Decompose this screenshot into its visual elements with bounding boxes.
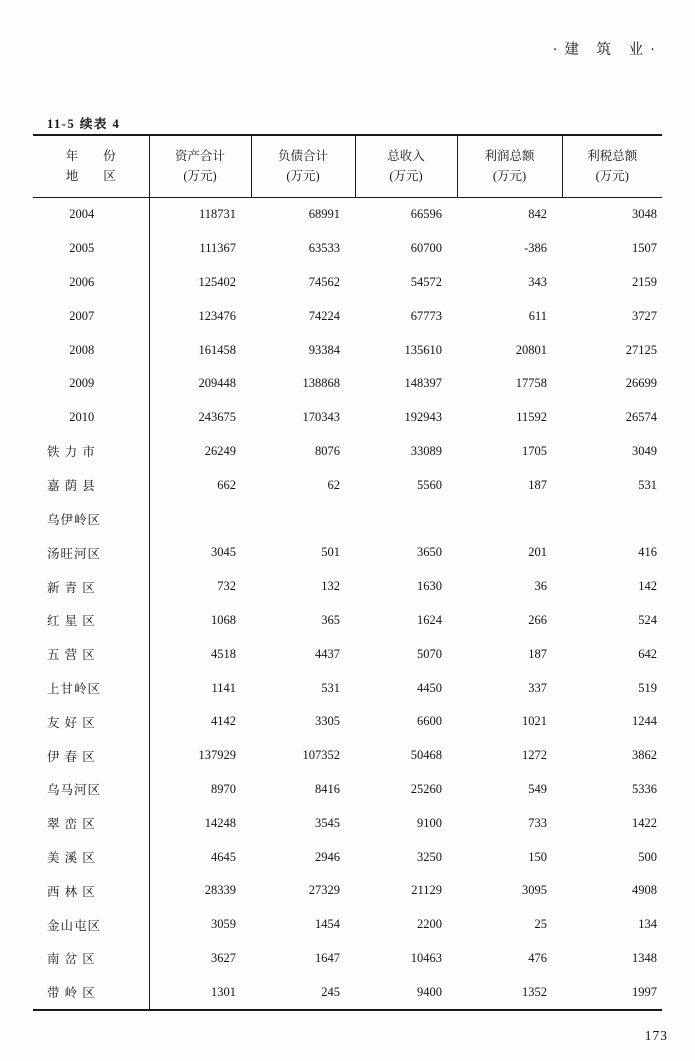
row-label: 新 青 区 (33, 570, 149, 604)
row-label: 2005 (33, 232, 149, 266)
row-label: 翠 峦 区 (33, 806, 149, 840)
column-header-unit: (万元) (183, 168, 217, 183)
row-label: 嘉 荫 县 (33, 468, 149, 502)
cell-value: 3095 (522, 883, 547, 898)
cell-value: 27329 (308, 883, 340, 898)
row-label: 五 营 区 (33, 637, 149, 671)
cell-value: 2159 (632, 274, 657, 289)
row-label: 友 好 区 (33, 705, 149, 739)
cell-value: 10463 (410, 950, 442, 965)
cell-value: 3048 (632, 207, 657, 222)
table-row (33, 401, 662, 435)
cell-value: 148397 (404, 376, 442, 391)
cell-value: 8076 (315, 443, 340, 458)
cell-value: 187 (528, 646, 547, 661)
cell-value: 4908 (632, 883, 657, 898)
table-row (33, 299, 662, 333)
cell-value: 201 (528, 545, 547, 560)
cell-value: 416 (638, 545, 657, 560)
header-row (33, 135, 662, 198)
cell-value: 662 (217, 477, 236, 492)
cell-value: 5070 (417, 646, 442, 661)
cell-value: 54572 (410, 274, 442, 289)
cell-value: 17758 (515, 376, 547, 391)
cell-value: 8970 (211, 781, 236, 796)
cell-value: 67773 (410, 308, 442, 323)
cell-value: 63533 (308, 241, 340, 256)
cell-value: 36 (534, 579, 547, 594)
cell-value: 209448 (198, 376, 236, 391)
cell-value: 365 (321, 612, 340, 627)
cell-value: 26699 (625, 376, 657, 391)
cell-value: 2946 (315, 849, 340, 864)
cell-value: 187 (528, 477, 547, 492)
cell-value: 1624 (417, 612, 442, 627)
cell-value: 531 (321, 680, 340, 695)
cell-value: 68991 (308, 207, 340, 222)
cell-value: 1244 (632, 714, 657, 729)
table-row (33, 975, 662, 1010)
table-row (33, 840, 662, 874)
cell-value: 733 (528, 815, 547, 830)
cell-value: 74224 (308, 308, 340, 323)
cell-value: 1021 (522, 714, 547, 729)
cell-value: 3250 (417, 849, 442, 864)
column-header-unit: (万元) (389, 168, 423, 183)
cell-value: 142 (638, 579, 657, 594)
cell-value: 3305 (315, 714, 340, 729)
cell-value: 3545 (315, 815, 340, 830)
cell-value: 1997 (562, 975, 662, 1010)
column-header (149, 135, 251, 198)
cell-value: 3627 (211, 950, 236, 965)
cell-value: 137929 (198, 748, 236, 763)
header-year-label: 年 份 (65, 149, 116, 164)
cell-value: 1647 (315, 950, 340, 965)
table-row (33, 435, 662, 469)
table-row (33, 739, 662, 773)
table-row (33, 773, 662, 807)
cell-value: 11592 (516, 410, 547, 425)
cell-value: 266 (528, 612, 547, 627)
cell-value: 842 (528, 207, 547, 222)
row-label: 铁 力 市 (33, 435, 149, 469)
cell-value: 66596 (410, 207, 442, 222)
cell-value: 4437 (315, 646, 340, 661)
cell-value: 243675 (198, 410, 236, 425)
cell-value: 3650 (417, 545, 442, 560)
cell-value: 1301 (149, 975, 251, 1010)
cell-value: 501 (321, 545, 340, 560)
cell-value: 20801 (515, 342, 547, 357)
cell-value: 60700 (410, 241, 442, 256)
cell-value: 1272 (522, 748, 547, 763)
column-header-title: 利税总额 (587, 149, 638, 164)
column-header-unit: (万元) (492, 168, 527, 183)
row-label: 美 溪 区 (33, 840, 149, 874)
row-label: 2004 (33, 198, 149, 232)
row-label: 金山屯区 (33, 908, 149, 942)
cell-value: 476 (528, 950, 547, 965)
row-label: 乌马河区 (33, 773, 149, 807)
cell-value: 118731 (198, 207, 236, 222)
table-row (33, 232, 662, 266)
cell-value: 1348 (632, 950, 657, 965)
cell-value (562, 502, 662, 536)
cell-value: 245 (251, 975, 355, 1010)
row-label: 乌伊岭区 (33, 502, 149, 536)
table-row (33, 367, 662, 401)
cell-value: 125402 (198, 274, 236, 289)
column-header-title: 资产合计 (174, 149, 225, 164)
cell-value: 4518 (211, 646, 236, 661)
statistics-table (33, 134, 662, 1011)
column-header-title: 总收入 (387, 149, 425, 164)
cell-value: 62 (327, 477, 340, 492)
column-header-title: 负债合计 (277, 149, 328, 164)
cell-value: 33089 (410, 443, 442, 458)
header-region-label: 地 区 (65, 168, 116, 183)
cell-value: 150 (528, 849, 547, 864)
cell-value: 1068 (211, 612, 236, 627)
cell-value: 9100 (417, 815, 442, 830)
table-row (33, 502, 662, 536)
cell-value: 134 (638, 917, 657, 932)
cell-value: 1705 (522, 443, 547, 458)
row-label: 上甘岭区 (33, 671, 149, 705)
table-row (33, 942, 662, 976)
table-row (33, 536, 662, 570)
table-row (33, 570, 662, 604)
cell-value: 500 (638, 849, 657, 864)
table-row (33, 806, 662, 840)
row-label: 带 岭 区 (33, 975, 149, 1010)
cell-value: 50468 (410, 748, 442, 763)
row-label: 伊 春 区 (33, 739, 149, 773)
cell-value (251, 502, 355, 536)
cell-value: 3049 (632, 443, 657, 458)
cell-value: 642 (638, 646, 657, 661)
cell-value: 25 (534, 917, 547, 932)
header-year-region (33, 135, 149, 198)
column-header (562, 135, 662, 198)
cell-value: 3059 (211, 917, 236, 932)
cell-value: 111367 (199, 241, 236, 256)
cell-value: -386 (524, 241, 547, 256)
table-caption: 11-5 续表 4 (47, 117, 121, 131)
cell-value: 170343 (302, 410, 340, 425)
cell-value: 28339 (204, 883, 236, 898)
column-header (457, 135, 562, 198)
cell-value: 2200 (417, 917, 442, 932)
cell-value: 6600 (417, 714, 442, 729)
table-row (33, 908, 662, 942)
cell-value: 161458 (198, 342, 236, 357)
table-row (33, 671, 662, 705)
cell-value: 107352 (302, 748, 340, 763)
cell-value (355, 502, 457, 536)
cell-value: 26249 (204, 443, 236, 458)
table-row (33, 333, 662, 367)
cell-value: 3727 (632, 308, 657, 323)
cell-value: 3862 (632, 748, 657, 763)
cell-value: 132 (321, 579, 340, 594)
cell-value: 1352 (457, 975, 562, 1010)
row-label: 2010 (33, 401, 149, 435)
row-label: 西 林 区 (33, 874, 149, 908)
column-header-unit: (万元) (286, 168, 320, 183)
cell-value: 74562 (308, 274, 340, 289)
cell-value: 8416 (315, 781, 340, 796)
table-row (33, 874, 662, 908)
cell-value: 21129 (411, 883, 442, 898)
row-label: 2008 (33, 333, 149, 367)
cell-value: 337 (528, 680, 547, 695)
cell-value: 27125 (625, 342, 657, 357)
row-label: 2009 (33, 367, 149, 401)
cell-value: 14248 (204, 815, 236, 830)
page-number: 173 (644, 1028, 668, 1043)
cell-value: 343 (528, 274, 547, 289)
cell-value: 9400 (355, 975, 457, 1010)
cell-value: 138868 (302, 376, 340, 391)
column-header (251, 135, 355, 198)
cell-value: 3045 (211, 545, 236, 560)
column-header (355, 135, 457, 198)
cell-value: 1422 (632, 815, 657, 830)
cell-value: 25260 (410, 781, 442, 796)
cell-value: 135610 (404, 342, 442, 357)
column-header-unit: (万元) (595, 168, 629, 183)
cell-value: 4142 (211, 714, 236, 729)
row-label: 2006 (33, 266, 149, 300)
cell-value: 732 (217, 579, 236, 594)
row-label: 2007 (33, 299, 149, 333)
cell-value: 192943 (404, 410, 442, 425)
cell-value: 611 (528, 308, 547, 323)
table-row (33, 604, 662, 638)
cell-value: 1141 (211, 680, 236, 695)
cell-value: 524 (638, 612, 657, 627)
cell-value: 4645 (211, 849, 236, 864)
cell-value: 5336 (632, 781, 657, 796)
cell-value: 5560 (417, 477, 442, 492)
cell-value: 123476 (198, 308, 236, 323)
cell-value: 1507 (632, 241, 657, 256)
cell-value: 549 (528, 781, 547, 796)
cell-value: 519 (638, 680, 657, 695)
table-row (33, 198, 662, 232)
cell-value: 4450 (417, 680, 442, 695)
table-row (33, 705, 662, 739)
cell-value (149, 502, 251, 536)
table-row (33, 637, 662, 671)
cell-value: 26574 (625, 410, 657, 425)
cell-value (457, 502, 562, 536)
table-row (33, 468, 662, 502)
table-row (33, 266, 662, 300)
row-label: 南 岔 区 (33, 942, 149, 976)
cell-value: 531 (638, 477, 657, 492)
row-label: 汤旺河区 (33, 536, 149, 570)
column-header-title: 利润总额 (484, 149, 535, 164)
cell-value: 1630 (417, 579, 442, 594)
cell-value: 93384 (308, 342, 340, 357)
cell-value: 1454 (315, 917, 340, 932)
running-header: ·建 筑 业· (552, 42, 662, 58)
table-body (33, 198, 662, 1011)
row-label: 红 星 区 (33, 604, 149, 638)
